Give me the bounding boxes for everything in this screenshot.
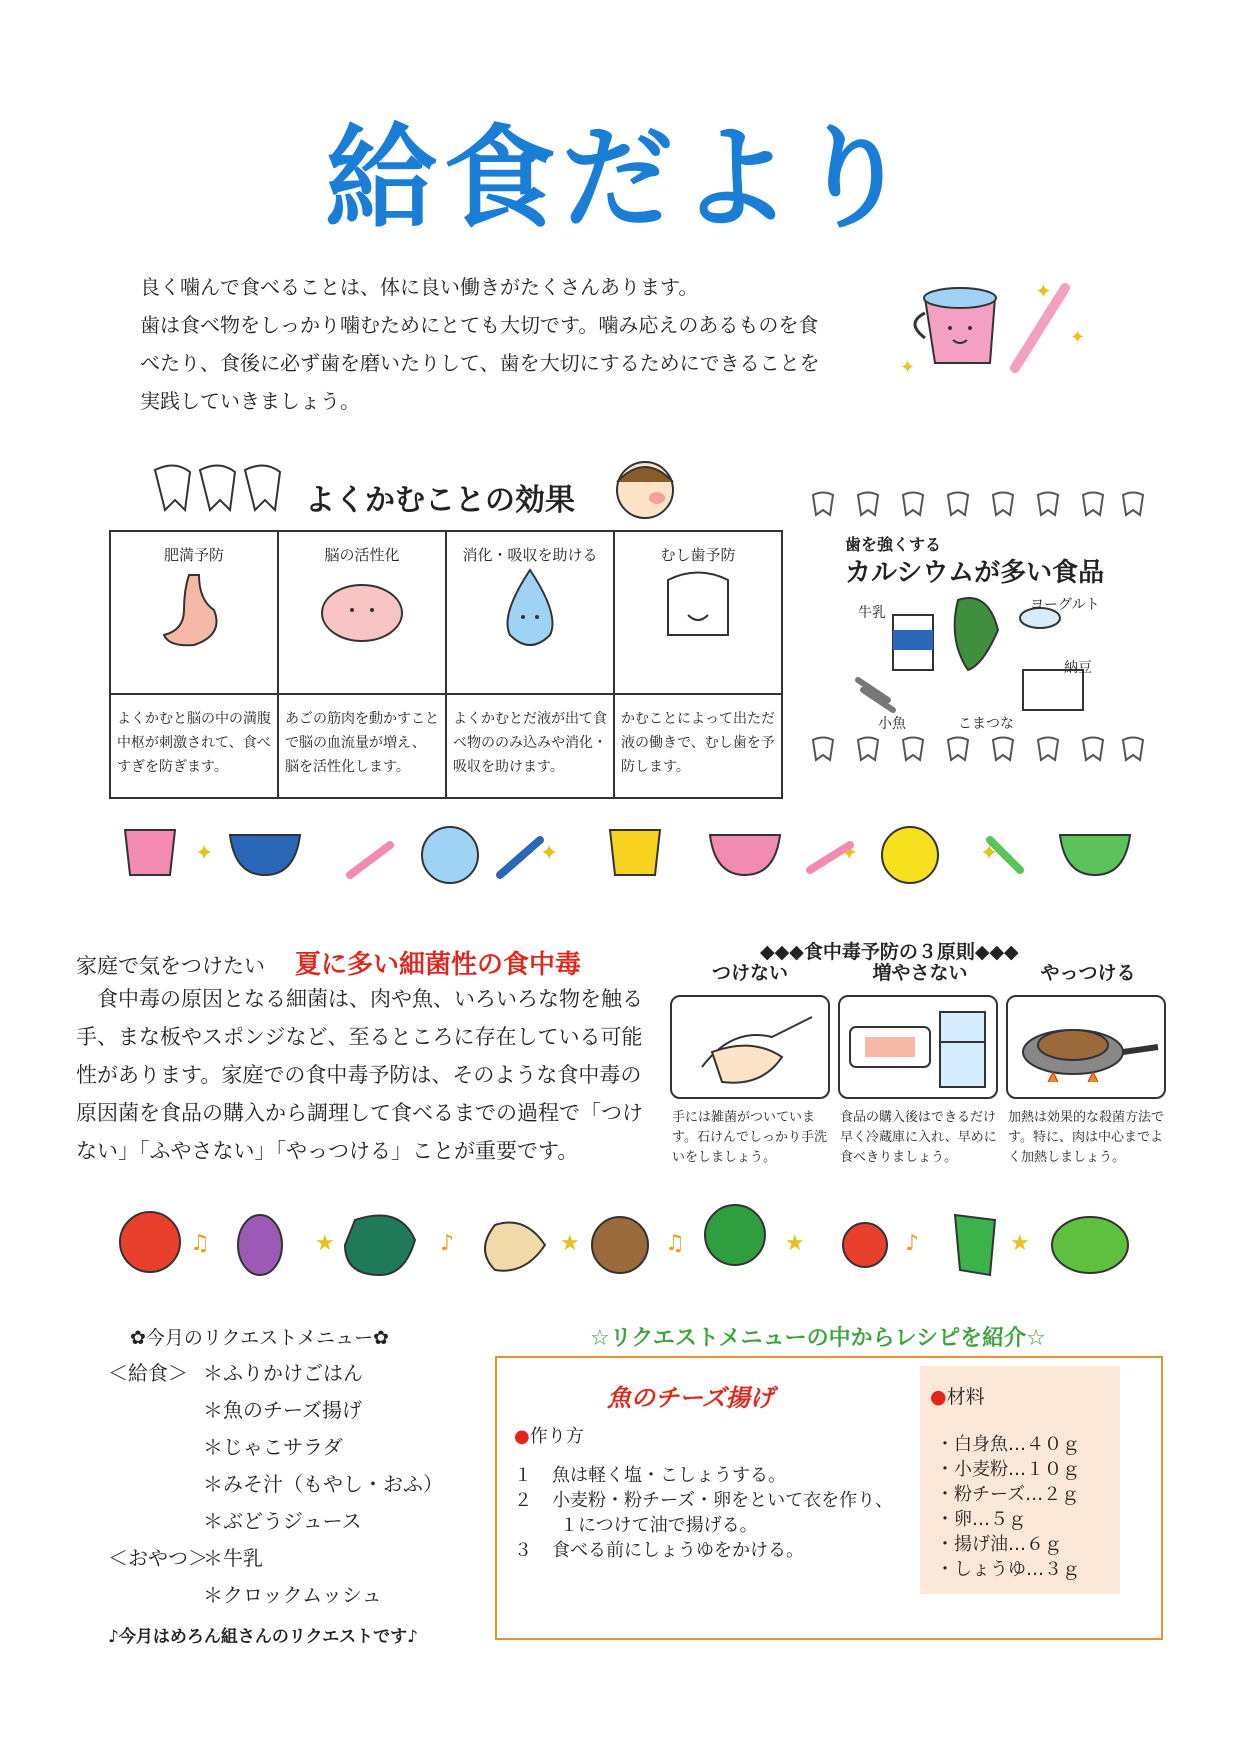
svg-text:♫: ♫	[665, 1231, 685, 1256]
ingredients-label	[930, 1382, 985, 1409]
bullet-dot-icon: ●	[514, 1426, 530, 1447]
svg-text:★: ★	[785, 1231, 805, 1256]
principle-caption: 加熱は効果的な殺菌方法です。特に、肉は中心までよく加熱しましょう。	[1008, 1110, 1165, 1165]
method-label-text: 作り方	[529, 1426, 584, 1447]
page-title: 給食だより	[325, 114, 916, 244]
step-text: 小麦粉・粉チーズ・卵をといて衣を作り、	[552, 1490, 894, 1511]
ingredient: ・白身魚…４０ｇ	[936, 1434, 1080, 1455]
request-menu-title: ✿今月のリクエストメニュー✿	[130, 1327, 389, 1349]
effect-desc: かむことによって出ただ液の働きで、むし歯を予防します。	[614, 694, 782, 798]
effect-desc: よくかむとだ液が出て食べ物ののみ込みや消化・吸収を助けます。	[446, 694, 614, 798]
effect-brain	[278, 531, 446, 694]
lunch-label: ＜給食＞	[108, 1361, 188, 1385]
principle-caption: 手には雑菌がついています。石けんでしっかり手洗いをしましょう。	[672, 1110, 827, 1165]
menu-item: ＊ふりかけごはん	[203, 1361, 363, 1385]
tooth-icon	[653, 565, 743, 655]
calcium-title: カルシウムが多い食品	[845, 558, 1105, 588]
menu-item: ＊クロックムッシュ	[203, 1583, 382, 1607]
cup-toothbrush-illustration	[895, 268, 1095, 378]
calcium-subtitle: 歯を強くする	[845, 535, 942, 554]
svg-text:✦: ✦	[1035, 279, 1052, 303]
step-text: 魚は軽く塩・こしょうする。	[552, 1465, 786, 1486]
principles-title: ◆◆◆食中毒予防の３原則◆◆◆	[760, 941, 1019, 963]
step-text: 食べる前にしょうゆをかける。	[552, 1540, 804, 1561]
step-number: １	[514, 1465, 532, 1486]
food-label: 牛乳	[858, 605, 886, 621]
intro-line: 実践していきましょう。	[140, 389, 360, 413]
chewing-child-icon	[605, 452, 685, 522]
menu-item: ＊魚のチーズ揚げ	[203, 1398, 362, 1422]
fridge-icon	[840, 997, 996, 1097]
menu-item: ＊牛乳	[203, 1546, 263, 1570]
principle-label: つけない	[711, 962, 788, 984]
ingredient: ・卵…５ｇ	[936, 1509, 1026, 1530]
effect-digestion	[446, 531, 614, 694]
food-label: ヨーグルト	[1030, 597, 1100, 613]
step-number: ３	[514, 1540, 532, 1561]
effect-cavity	[614, 531, 782, 694]
svg-text:✦: ✦	[980, 841, 999, 866]
effect-title: 脳の活性化	[324, 546, 400, 564]
vegetable-divider-icon	[115, 1200, 1135, 1280]
snack-label: ＜おやつ＞	[108, 1546, 208, 1570]
intro-text	[140, 268, 880, 420]
svg-text:✦: ✦	[540, 841, 559, 866]
bullet-dot-icon: ●	[930, 1386, 947, 1408]
menu-item: ＊じゃこサラダ	[203, 1435, 343, 1459]
effect-title: 消化・吸収を助ける	[462, 546, 598, 564]
effect-desc: あごの筋肉を動かすことで脳の血流量が増え、脳を活性化します。	[278, 694, 446, 798]
intro-line: べたり、食後に必ず歯を磨いたりして、歯を大切にするためにできることを	[140, 351, 820, 375]
effects-heading: よくかむことの効果	[305, 483, 575, 518]
ingredient: ・粉チーズ…２ｇ	[936, 1484, 1080, 1505]
intro-line: 良く噛んで食べることは、体に良い働きがたくさんあります。	[140, 275, 699, 299]
menu-item: ＊ぶどうジュース	[203, 1509, 362, 1533]
principle-label: やっつける	[1040, 962, 1136, 984]
method-label	[514, 1422, 584, 1448]
ingredient: ・揚げ油…６ｇ	[936, 1534, 1062, 1555]
food-label: 小魚	[878, 716, 906, 732]
ingredient: ・小麦粉…１０ｇ	[936, 1459, 1080, 1480]
effect-title: むし歯予防	[660, 546, 736, 564]
svg-text:✦: ✦	[840, 841, 859, 866]
handwash-icon	[672, 997, 828, 1097]
food-poisoning-body: 食中毒の原因となる細菌は、肉や魚、いろいろな物を触る手、まな板やスポンジなど、至るところに存在している可能性があります。家庭での食中毒予防は、そのような食中毒の原因菌を食品の購入から調理して食べるまでの過程で「つけない」「ふやさない」「やっつける」ことが重要です。	[76, 987, 643, 1163]
teeth-characters-icon	[145, 460, 295, 520]
svg-text:♪: ♪	[905, 1231, 920, 1256]
intro-line: 歯は食べ物をしっかり噛むためにとても大切です。噛み応えのあるものを食	[140, 313, 819, 337]
effect-obesity	[110, 531, 278, 694]
handwash-panel	[670, 995, 830, 1099]
svg-text:♫: ♫	[190, 1231, 210, 1256]
recipe-name: 魚のチーズ揚げ	[607, 1384, 774, 1412]
tableware-divider-icon	[120, 815, 1140, 885]
food-label: 納豆	[1064, 660, 1092, 676]
principle-label: 増やさない	[872, 962, 968, 984]
svg-text:★: ★	[315, 1231, 335, 1256]
food-label: こまつな	[958, 716, 1014, 732]
request-note: ♪今月はめろん組さんのリクエストです♪	[108, 1627, 419, 1647]
stomach-icon	[154, 565, 234, 655]
fridge-panel	[838, 995, 998, 1099]
ingredient: ・しょうゆ…３ｇ	[936, 1559, 1080, 1580]
cooking-panel	[1006, 995, 1166, 1099]
effects-table	[109, 530, 783, 799]
food-poisoning-lead: 家庭で気をつけたい	[76, 954, 265, 978]
menu-item: ＊みそ汁（もやし・おふ）	[203, 1472, 443, 1496]
svg-text:★: ★	[560, 1231, 580, 1256]
saliva-drop-icon	[490, 565, 570, 655]
svg-text:♪: ♪	[440, 1231, 455, 1256]
food-poisoning-title: 夏に多い細菌性の食中毒	[295, 950, 582, 980]
recipe-heading: ☆リクエストメニューの中からレシピを紹介☆	[590, 1326, 1046, 1351]
svg-text:✦: ✦	[195, 841, 214, 866]
step-number: ２	[514, 1490, 532, 1511]
svg-text:✦: ✦	[1070, 327, 1086, 348]
svg-text:✦: ✦	[900, 357, 916, 378]
brain-icon	[312, 565, 412, 655]
ingredients-label-text: 材料	[946, 1386, 985, 1408]
frying-pan-icon	[1008, 997, 1164, 1097]
step-text: １につけて油で揚げる。	[560, 1515, 758, 1536]
svg-text:★: ★	[1010, 1231, 1030, 1256]
effect-desc: よくかむと脳の中の満腹中枢が刺激されて、食べすぎを防ぎます。	[110, 694, 278, 798]
principle-caption: 食品の購入後はできるだけ早く冷蔵庫に入れ、早めに食べきりましょう。	[840, 1110, 997, 1165]
effect-title: 肥満予防	[163, 546, 224, 564]
